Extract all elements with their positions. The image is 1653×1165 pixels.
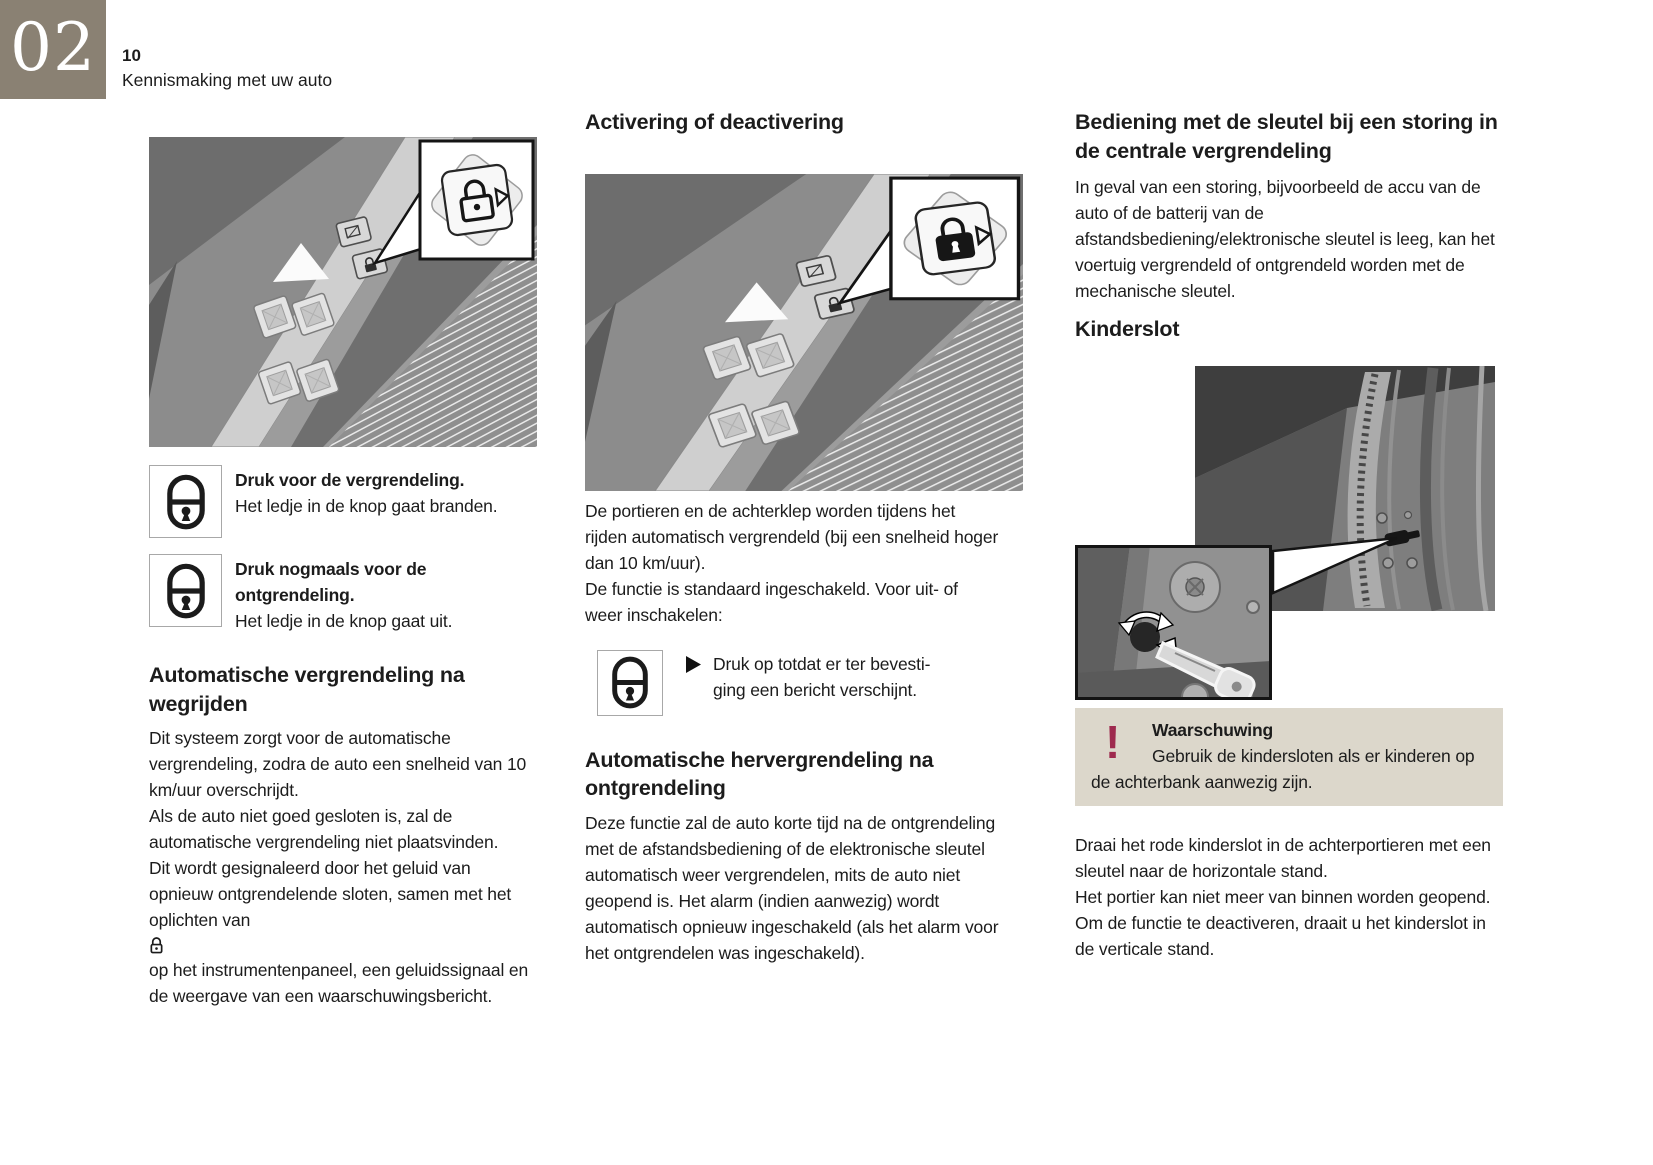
warning-text: Gebruik de kindersloten als er kinderen op de achterbank aanwezig zijn. bbox=[1091, 745, 1475, 792]
paragraph: Dit systeem zorgt voor de automatische vergrendeling, zodra de auto een snelheid van 10 km/uur overschrijdt. bbox=[149, 728, 527, 800]
heading-activation: Activering of deactivering bbox=[585, 110, 844, 134]
door-panel-photo bbox=[149, 137, 537, 447]
lock-button-icon-box bbox=[597, 650, 663, 716]
figure-door-panel-central-locking bbox=[149, 137, 537, 447]
step-text bbox=[713, 650, 930, 703]
paragraph: Het portier kan niet meer van binnen worden geopend. bbox=[1075, 886, 1491, 907]
paragraph: De functie is standaard ingeschakeld. Voor uit- of weer inschakelen: bbox=[585, 578, 958, 625]
paragraph: Draai het rode kinderslot in de achterportieren met een sleutel naar de horizontale stand. bbox=[1075, 834, 1491, 881]
lock-pill-icon bbox=[612, 656, 648, 709]
section-title: Kennismaking met uw auto bbox=[122, 70, 333, 90]
child-lock-knob bbox=[1130, 622, 1160, 652]
page-number: 10 bbox=[122, 46, 141, 65]
lock-pill-icon bbox=[167, 474, 205, 530]
heading-key-malfunction: Bediening met de sleutel bij een storing in de centrale vergrendeling bbox=[1075, 110, 1498, 163]
step-line: ging een bericht verschijnt. bbox=[713, 679, 917, 700]
heading-relocking: Automatische hervergrendeling na ontgrendeling bbox=[585, 747, 934, 800]
instruction-unlock bbox=[149, 554, 537, 634]
step-line: Druk op totdat er ter bevesti- bbox=[713, 653, 931, 674]
step-press-lock-button bbox=[585, 650, 1023, 716]
instruction-unlock-text bbox=[235, 554, 537, 634]
heading-child-lock: Kinderslot bbox=[1075, 317, 1180, 341]
column-right bbox=[1075, 108, 1503, 962]
instruction-lock bbox=[149, 465, 537, 538]
instruction-title: Druk voor de vergrendeling. bbox=[235, 470, 465, 490]
paragraph: Als de auto niet goed gesloten is, zal de automatische vergrendeling niet plaatsvinden. bbox=[149, 806, 499, 852]
paragraph: op het instrumentenpaneel, een geluidssignaal en de weergave van een waarschuwingsbericht. bbox=[149, 960, 529, 1006]
instruction-body: Het ledje in de knop gaat branden. bbox=[235, 496, 498, 516]
paragraph: Om de functie te deactiveren, draait u het kinderslot in de verticale stand. bbox=[1075, 912, 1486, 959]
instruction-lock-text bbox=[235, 465, 497, 538]
door-panel-photo bbox=[585, 174, 1023, 491]
child-lock-inset-photo bbox=[1075, 545, 1272, 700]
instruction-title: Druk nogmaals voor de ontgrendeling. bbox=[235, 559, 427, 605]
figure-child-lock bbox=[1075, 348, 1503, 700]
lock-button-icon-box bbox=[149, 554, 222, 627]
column-left bbox=[149, 137, 537, 1009]
figure-door-panel-auto-locking bbox=[585, 174, 1023, 491]
chapter-badge bbox=[0, 0, 106, 99]
heading-automatic-locking: Automatische vergrendeling na wegrijden bbox=[149, 663, 465, 716]
paragraph: Dit wordt gesignaleerd door het geluid van opnieuw ontgrendelende sloten, samen met het oplichten van bbox=[149, 858, 512, 930]
lock-indicator-icon bbox=[149, 936, 164, 955]
lock-indicator-line bbox=[149, 933, 537, 957]
warning-box bbox=[1075, 708, 1503, 806]
step-arrow-icon bbox=[686, 656, 701, 673]
instruction-body: Het ledje in de knop gaat uit. bbox=[235, 611, 453, 631]
paragraph: Deze functie zal de auto korte tijd na de ontgrendeling met de afstandsbediening of de elektronische sleutel automatisch weer vergrendelen, mits de auto niet geopend is. Het alarm (indien aanwezig) wordt automatisch opnieuw ingeschakeld (als het alarm voor het ontgrendelen was ingeschakeld). bbox=[585, 812, 999, 963]
paragraph: In geval van een storing, bijvoorbeeld de accu van de auto of de batterij van de afstandsbediening/elektronische sleutel is leeg, kan het voertuig vergrendeld of ontgrendeld worden met de mechanische sleutel. bbox=[1075, 177, 1495, 301]
column-middle bbox=[585, 108, 1023, 966]
warning-title: Waarschuwing bbox=[1152, 719, 1274, 740]
warning-exclamation-icon: ! bbox=[1105, 715, 1121, 768]
paragraph: De portieren en de achterklep worden tijdens het rijden automatisch vergrendeld (bij een snelheid hoger dan 10 km/uur). bbox=[585, 500, 999, 573]
lock-pill-icon bbox=[167, 563, 205, 619]
lock-button-icon-box bbox=[149, 465, 222, 538]
chapter-number: 02 bbox=[10, 9, 96, 86]
